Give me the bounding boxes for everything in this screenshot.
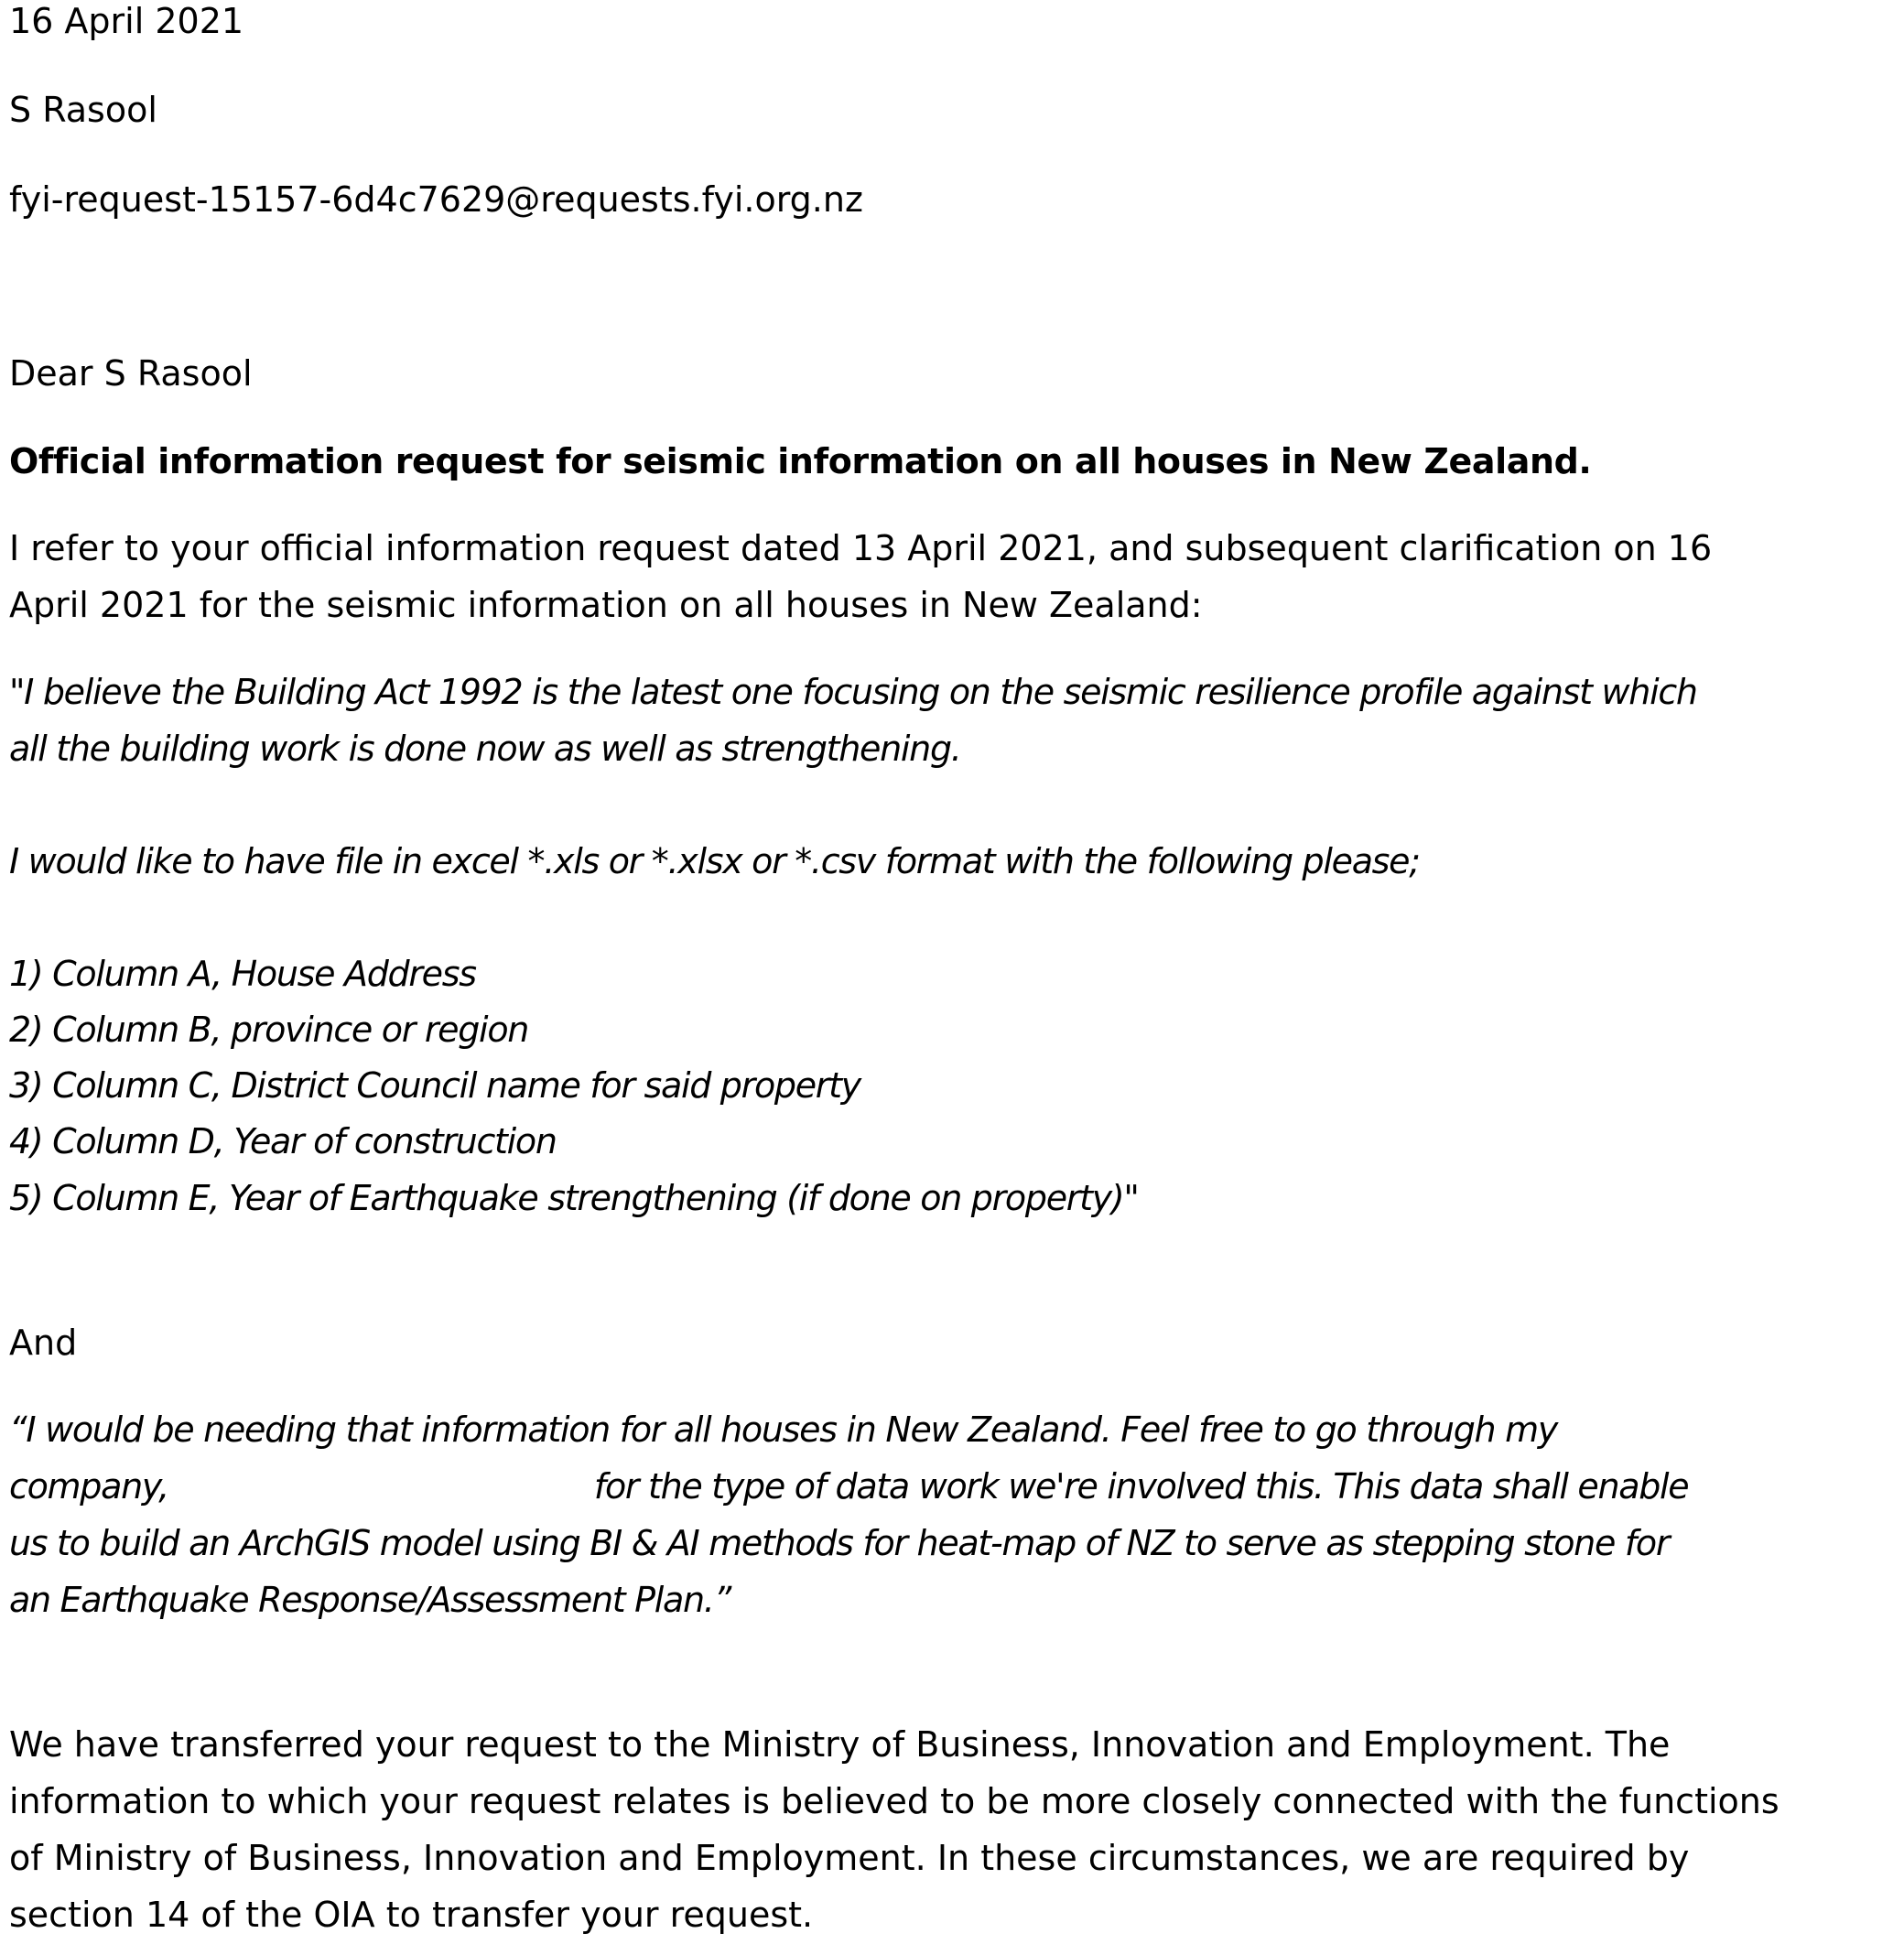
transfer-line: We have transferred your request to the Ministry of Business, Innovation and Employment. The <box>9 1724 1671 1765</box>
quote-line: us to build an ArchGIS model using BI & AI methods for heat-map of NZ to serve as stepping stone for <box>9 1523 1670 1563</box>
subject-heading: Official information request for seismic information on all houses in New Zealand. <box>9 441 1592 481</box>
quote-line <box>9 1466 1689 1507</box>
quote-line: “I would be needing that information for all houses in New Zealand. Feel free to go through my <box>9 1409 1558 1450</box>
intro-line: I refer to your official information request dated 13 April 2021, and subsequent clarification on 16 <box>9 528 1713 568</box>
transfer-line: section 14 of the OIA to transfer your request. <box>9 1895 814 1935</box>
list-item: 4) Column D, Year of construction <box>9 1121 557 1161</box>
list-item: 2) Column B, province or region <box>9 1010 529 1050</box>
recipient-email: fyi-request-15157-6d4c7629@requests.fyi.org.nz <box>9 179 863 220</box>
recipient-name: S Rasool <box>9 90 157 130</box>
quote-line: "I believe the Building Act 1992 is the latest one focusing on the seismic resilience profile against which <box>9 672 1697 712</box>
list-item: 1) Column A, House Address <box>9 954 476 994</box>
quote-company-label: company, <box>9 1466 168 1507</box>
transfer-line: information to which your request relates is believed to be more closely connected with the functions <box>9 1781 1780 1821</box>
list-item: 5) Column E, Year of Earthquake strengthening (if done on property)" <box>9 1178 1139 1218</box>
list-item: 3) Column C, District Council name for said property <box>9 1065 860 1106</box>
letter-date: 16 April 2021 <box>9 1 244 41</box>
salutation: Dear S Rasool <box>9 353 253 394</box>
quote-line-end: for the type of data work we're involved this. This data shall enable <box>593 1466 1689 1507</box>
transfer-line: of Ministry of Business, Innovation and Employment. In these circumstances, we are required by <box>9 1838 1690 1878</box>
and-text: And <box>9 1323 78 1363</box>
quote-line: all the building work is done now as well as strengthening. <box>9 729 961 769</box>
quote-line: an Earthquake Response/Assessment Plan.” <box>9 1580 730 1620</box>
quote-format-line: I would like to have file in excel *.xls or *.xlsx or *.csv format with the following please; <box>9 841 1420 881</box>
intro-line: April 2021 for the seismic information on all houses in New Zealand: <box>9 585 1203 625</box>
